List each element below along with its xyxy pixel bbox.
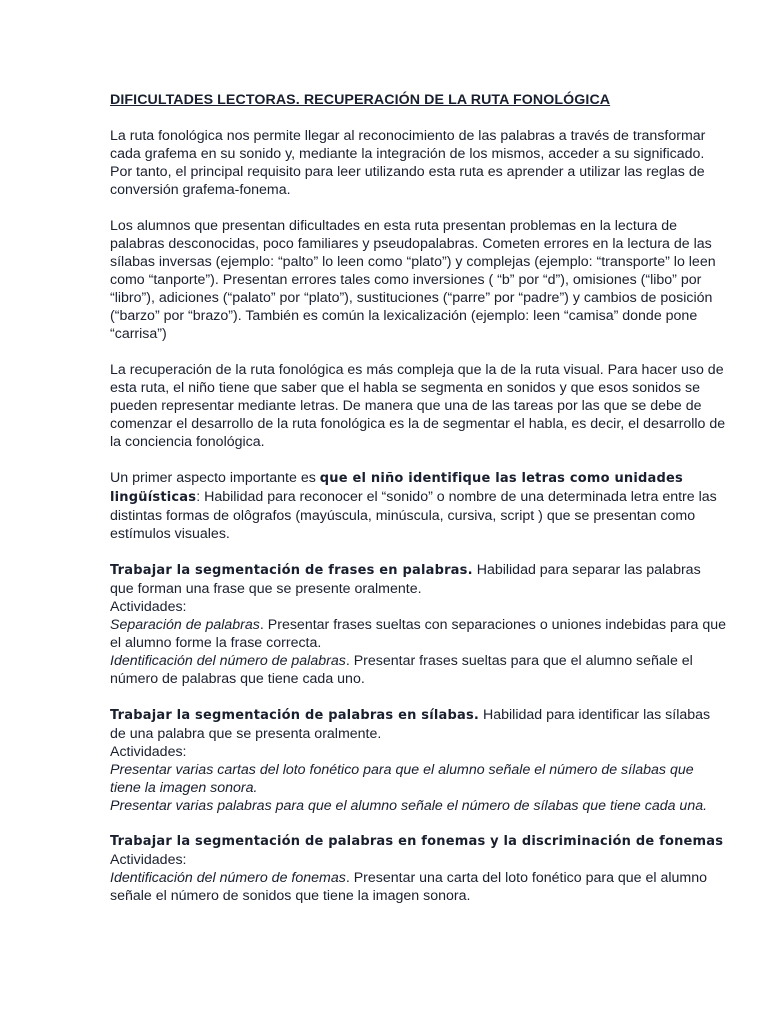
activities-label: Actividades: [110,744,187,760]
activities-label: Actividades: [110,599,187,615]
activity-title: Separación de palabras [110,617,260,633]
document-title: DIFICULTADES LECTORAS. RECUPERACIÓN DE LA RUTA FONOLÓGICA [110,92,611,108]
section-heading: Trabajar la segmentación de frases en palabras. [110,563,473,578]
paragraph-difficulties: Los alumnos que presentan dificultades en esta ruta presentan problemas en la lectura de palabras desconocidas, poco familiares y pseudopalabras. Cometen errores en la lectura de las sílabas inversas (ejemplo: “palto” lo leen como “plato”) y complejas (ejemplo: “transporte” lo leen como “tanporte”). Presentan errores tales como inversiones ( “b” por “d”), omisiones (“libo” por “libro”), adiciones (“palato” por “plato”), sustituciones (“parre” por “padre”) y cambios de posición (“barzo” por “brazo”). También es común la lexicalización (ejemplo: leen “camisa” donde pone “carrisa”) [110,218,716,342]
activity-text: . Presentar frases sueltas con separaciones o uniones indebidas para que el alumno forme la frase correcta. [110,617,726,651]
activity-text: . Presentar una carta del loto fonético para que el alumno señale el número de sonidos que tiene la imagen sonora. [110,870,708,904]
section-heading: Trabajar la segmentación de palabras en fonemas y la discriminación de fonemas [110,834,724,849]
paragraph-recovery: La recuperación de la ruta fonológica es más compleja que la de la ruta visual. Para hacer uso de esta ruta, el niño tiene que saber que el habla se segmenta en sonidos y que esos sonidos se pueden representar mediante letras. De manera que una de las tareas por las que se debe de comenzar el desarrollo de la ruta fonológica es la de segmentar el habla, es decir, el desarrollo de la conciencia fonológica. [110,362,726,450]
section-description: Habilidad para identificar las sílabas de una palabra que se presenta oralmente. [110,707,711,742]
activity-item [110,869,728,905]
activities-label: Actividades: [110,852,187,868]
section-phrases-to-words [110,561,728,688]
section-words-to-syllables [110,706,728,815]
letters-rest-text: : Habilidad para reconocer el “sonido” o nombre de una determinada letra entre las distintas formas de olôgrafos (mayúscula, minúscula, cursiva, script ) que se presentan como estímulos visuales. [110,489,717,542]
activity-text: . Presentar frases sueltas para que el alumno señale el número de palabras que tiene cada uno. [110,653,693,687]
activity-item: Presentar varias palabras para que el alumno señale el número de sílabas que tiene cada una. [110,798,708,814]
section-heading: Trabajar la segmentación de palabras en sílabas. [110,708,480,723]
section-words-to-phonemes [110,833,728,905]
activity-item: Presentar varias cartas del loto fonético para que el alumno señale el número de sílabas que tiene la imagen sonora. [110,762,694,796]
letters-intro-text: Un primer aspecto importante es [110,470,320,486]
activity-title: Identificación del número de palabras [110,653,346,669]
letters-bold-text: que el niño identifique las letras como unidades lingüísticas [110,471,683,505]
activity-title: Identificación del número de fonemas [110,870,346,886]
activity-item [110,616,728,652]
section-description: Habilidad para separar las palabras que forman una frase que se presente oralmente. [110,562,701,597]
paragraph-letters [110,469,728,543]
paragraph-intro: La ruta fonológica nos permite llegar al reconocimiento de las palabras a través de transformar cada grafema en su sonido y, mediante la integración de los mismos, acceder a su significado. Por tanto, el principal requisito para leer utilizando esta ruta es aprender a utilizar las reglas de conversión grafema-fonema. [110,128,706,198]
activity-item [110,652,728,688]
